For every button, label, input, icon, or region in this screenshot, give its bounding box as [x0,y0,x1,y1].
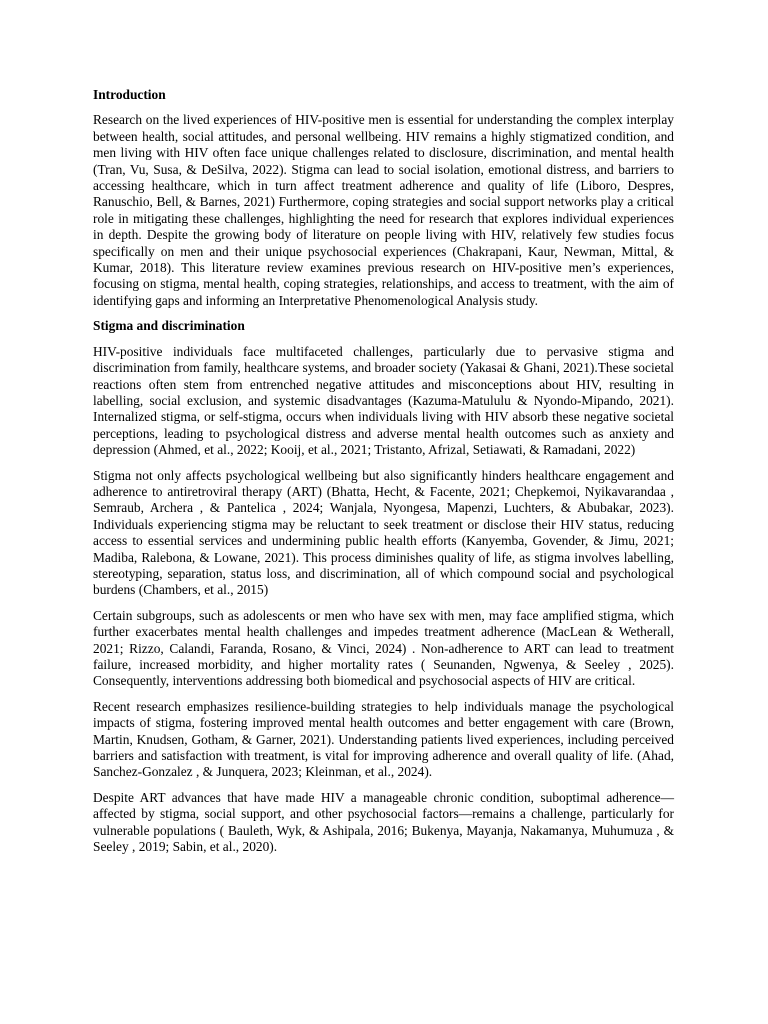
stigma-paragraph-3: Certain subgroups, such as adolescents or men who have sex with men, may face amplified stigma, which further exacerbates mental health challenges and impedes treatment adherence (MacLean & Wetherall, 2021; Rizzo, Calandi, Faranda, Rosano, & Vinci, 2024) . Non-adherence to ART can lead to treatment failure, increased morbidity, and higher mortality rates ( Seunanden, Ngwenya, & Seeley , 2025). Consequently, interventions addressing both biomedical and psychosocial aspects of HIV are critical. [93,607,674,689]
document-page [93,87,674,864]
stigma-paragraph-2: Stigma not only affects psychological wellbeing but also significantly hinders healthcare engagement and adherence to antiretroviral therapy (ART) (Bhatta, Hecht, & Facente, 2021; Chepkemoi, Nyikavarandaa , Semraub, Archera , & Pantelica , 2024; Wanjala, Nyongesa, Mapenzi, Luchters, & Abubakar, 2023). Individuals experiencing stigma may be reluctant to seek treatment or disclose their HIV status, reducing access to essential services and undermining public health efforts (Kanyemba, Govender, & Jimu, 2021; Madiba, Ralebona, & Lowane, 2021). This process diminishes quality of life, as stigma involves labelling, stereotyping, separation, status loss, and discrimination, all of which compound social and psychological burdens (Chambers, et al., 2015) [93,467,674,598]
stigma-paragraph-1: HIV-positive individuals face multifaceted challenges, particularly due to pervasive stigma and discrimination from family, healthcare systems, and broader society (Yakasai & Ghani, 2021).These societal reactions often stem from entrenched negative attitudes and misconceptions about HIV, resulting in labelling, social exclusion, and systemic disadvantages (Kazuma-Matululu & Nyondo-Mipando, 2021). Internalized stigma, or self-stigma, occurs when individuals living with HIV absorb these negative societal perceptions, leading to psychological distress and adverse mental health outcomes such as anxiety and depression (Ahmed, et al., 2022; Kooij, et al., 2021; Tristanto, Afrizal, Setiawati, & Ramadani, 2022) [93,343,674,458]
section-heading-stigma: Stigma and discrimination [93,318,245,334]
section-heading-introduction: Introduction [93,87,166,102]
stigma-paragraph-4: Recent research emphasizes resilience-building strategies to help individuals manage the psychological impacts of stigma, fostering improved mental health outcomes and better engagement with care (Brown, Martin, Knudsen, Gotham, & Garner, 2021). Understanding patients lived experiences, including perceived barriers and satisfaction with treatment, is vital for improving adherence and overall quality of life. (Ahad, Sanchez-Gonzalez , & Junquera, 2023; Kleinman, et al., 2024). [93,698,674,780]
stigma-paragraph-5: Despite ART advances that have made HIV a manageable chronic condition, suboptimal adherence—affected by stigma, social support, and other psychosocial factors—remains a challenge, particularly for vulnerable populations ( Bauleth, Wyk, & Ashipala, 2016; Bukenya, Mayanja, Nakamanya, Muhumuza , & Seeley , 2019; Sabin, et al., 2020). [93,789,674,855]
introduction-paragraph-1: Research on the lived experiences of HIV-positive men is essential for understanding the complex interplay between health, social attitudes, and personal wellbeing. HIV remains a highly stigmatized condition, and men living with HIV often face unique challenges related to disclosure, discrimination, and mental health (Tran, Vu, Susa, & DeSilva, 2022). Stigma can lead to social isolation, emotional distress, and barriers to accessing healthcare, which in turn affect treatment adherence and quality of life (Liboro, Despres, Ranuschio, Bell, & Barnes, 2021) Furthermore, coping strategies and social support networks play a critical role in mitigating these challenges, highlighting the need for research that explores individual experiences in depth. Despite the growing body of literature on people living with HIV, relatively few studies focus specifically on men and their unique psychosocial experiences (Chakrapani, Kaur, Newman, Mittal, & Kumar, 2018). This literature review examines previous research on HIV-positive men’s experiences, focusing on stigma, mental health, coping strategies, relationships, and access to treatment, with the aim of identifying gaps and informing an Interpretative Phenomenological Analysis study. [93,112,674,308]
